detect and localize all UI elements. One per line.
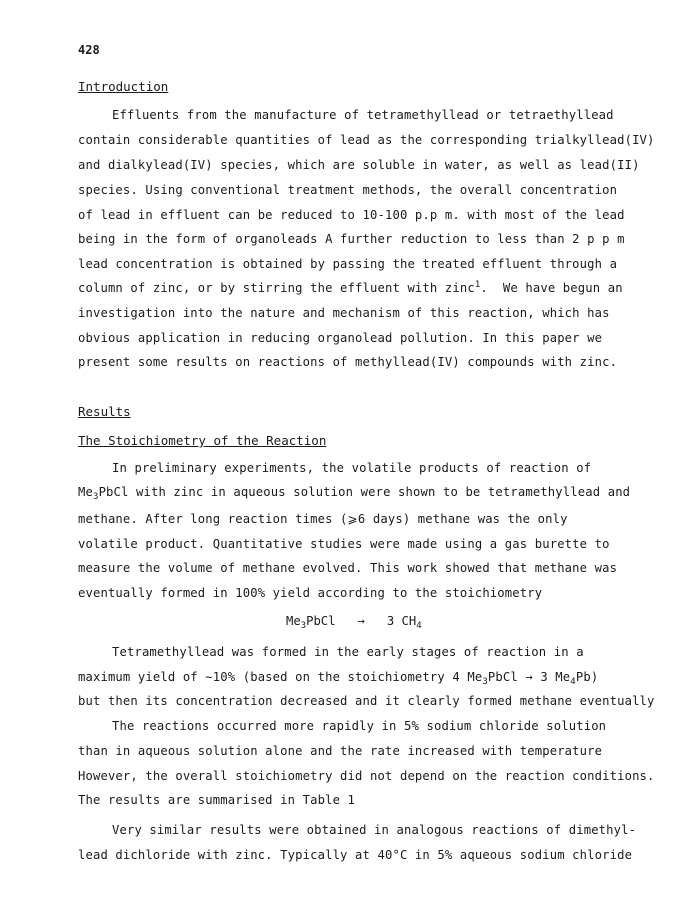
- results-p1-line-2: [78, 485, 630, 502]
- results-p2-line-1: Tetramethyllead was formed in the early stages of reaction in a: [112, 645, 584, 659]
- results-p1-line-1: In preliminary experiments, the volatile products of reaction of: [112, 461, 592, 475]
- results-p3-line-2: than in aqueous solution alone and the rate increased with temperature: [78, 744, 603, 758]
- results-p1-line-3: methane. After long reaction times (⩾6 days) methane was the only: [78, 512, 568, 526]
- results-p2-line-2: [78, 670, 598, 687]
- p2-line-2-a: maximum yield of ∼10% (based on the stoichiometry 4 Me: [78, 670, 483, 684]
- results-heading: Results: [78, 404, 131, 419]
- eq-left-prefix: Me: [286, 614, 301, 628]
- results-p4-line-1: Very similar results were obtained in analogous reactions of dimethyl-: [112, 823, 637, 837]
- me-text: Me: [78, 485, 93, 499]
- reference-superscript: 1: [474, 280, 481, 290]
- p2-sub-4: 4: [570, 677, 576, 687]
- p2-line-2-c: Pb): [575, 670, 599, 684]
- intro-line-6: being in the form of organoleads A further reduction to less than 2 p p m: [78, 232, 625, 246]
- intro-line-10: obvious application in reducing organolead pollution. In this paper we: [78, 331, 603, 345]
- p2-sub-3: 3: [482, 677, 488, 687]
- intro-line-11: present some results on reactions of methyllead(IV) compounds with zinc.: [78, 355, 618, 369]
- results-p2-line-3: but then its concentration decreased and it clearly formed methane eventually: [78, 694, 655, 708]
- results-p3-line-3: However, the overall stoichiometry did not depend on the reaction conditions.: [78, 769, 655, 783]
- page-number: 428: [78, 43, 100, 57]
- intro-line-4: species. Using conventional treatment methods, the overall concentration: [78, 183, 618, 197]
- stoichiometry-equation: [286, 614, 422, 631]
- intro-line-2: contain considerable quantities of lead as the corresponding trialkyllead(IV): [78, 133, 655, 147]
- subscript-3: 3: [92, 492, 99, 502]
- stoichiometry-subheading: The Stoichiometry of the Reaction: [78, 433, 327, 448]
- results-p4-line-2: lead dichloride with zinc. Typically at 40°C in 5% aqueous sodium chloride: [78, 848, 633, 862]
- results-p1-line-4: volatile product. Quantitative studies were made using a gas burette to: [78, 537, 610, 551]
- intro-line-7: lead concentration is obtained by passing the treated effluent through a: [78, 257, 618, 271]
- intro-line-8-tail: We have begun an: [502, 281, 623, 295]
- intro-line-8: column of zinc, or by stirring the effluent with zinc$^1$. We have begun an: [78, 280, 623, 295]
- eq-left-suffix: PbCl: [306, 614, 336, 628]
- intro-line-3: and dialkylead(IV) species, which are soluble in water, as well as lead(II): [78, 158, 640, 172]
- results-p1-line-2-text: PbCl with zinc in aqueous solution were shown to be tetramethyllead and: [98, 485, 631, 499]
- results-p1-line-6: eventually formed in 100% yield according to the stoichiometry: [78, 586, 543, 600]
- eq-arrow: →: [357, 614, 365, 628]
- eq-right-prefix: 3 CH: [386, 614, 417, 628]
- results-p3-line-4: The results are summarised in Table 1: [78, 793, 356, 807]
- intro-line-1: Effluents from the manufacture of tetramethyllead or tetraethyllead: [112, 108, 614, 122]
- intro-line-8-text: column of zinc, or by stirring the effluent with zinc: [78, 281, 475, 295]
- introduction-heading: Introduction: [78, 79, 169, 94]
- results-p3-line-1: The reactions occurred more rapidly in 5% sodium chloride solution: [112, 719, 607, 733]
- eq-right-sub: 4: [416, 621, 422, 631]
- intro-line-5: of lead in effluent can be reduced to 10-100 p.p m. with most of the lead: [78, 208, 625, 222]
- p2-line-2-b: PbCl → 3 Me: [487, 670, 571, 684]
- intro-line-9: investigation into the nature and mechanism of this reaction, which has: [78, 306, 610, 320]
- results-p1-line-5: measure the volume of methane evolved. This work showed that methane was: [78, 561, 618, 575]
- eq-left-sub: 3: [300, 621, 307, 631]
